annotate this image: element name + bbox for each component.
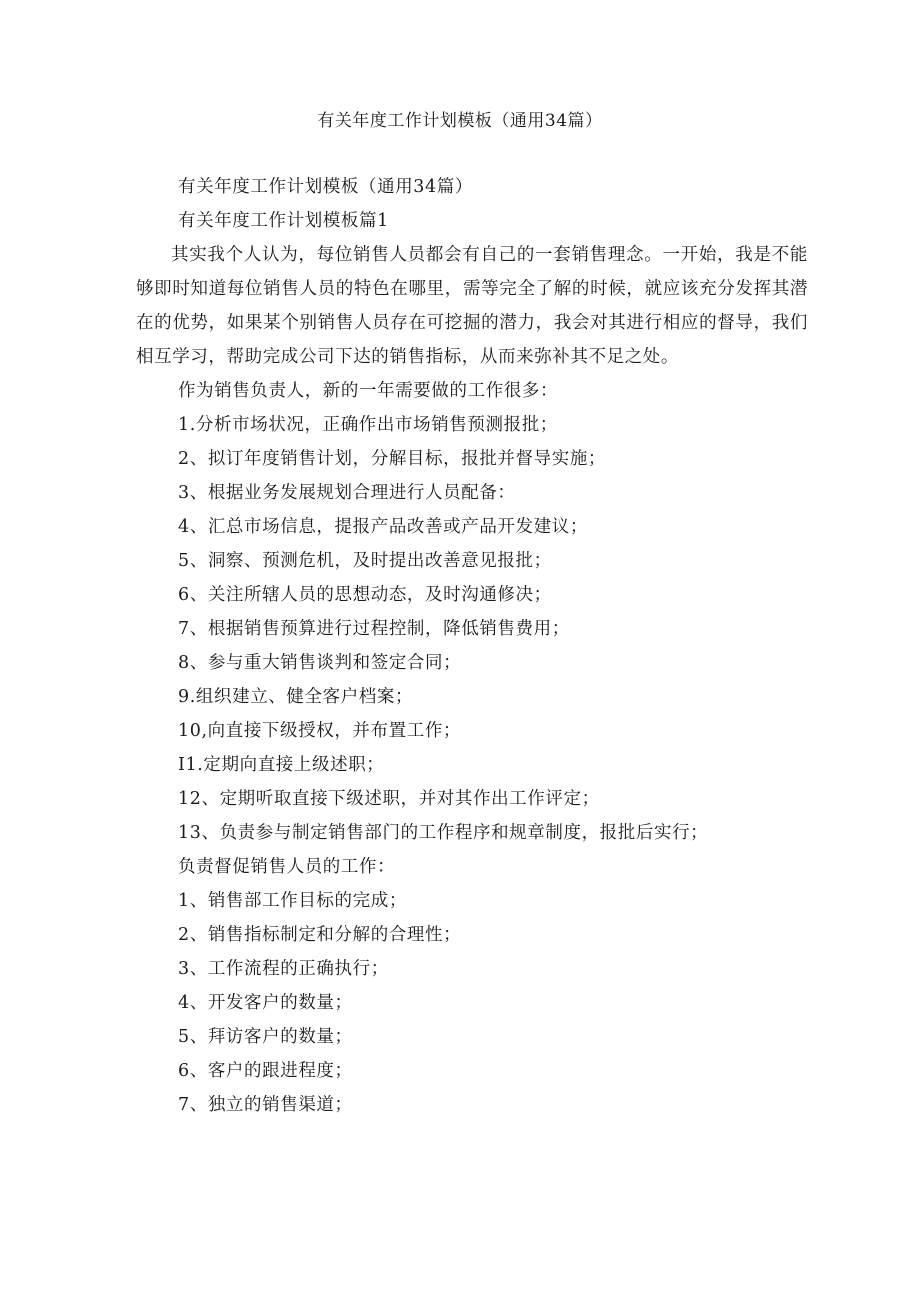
list-item: 3、工作流程的正确执行； <box>178 959 389 979</box>
list-item: 9.组织建立、健全客户档案； <box>178 687 414 707</box>
list-item: 8、参与重大销售谈判和签定合同； <box>178 653 462 673</box>
duties-list <box>136 408 808 850</box>
list-item: 6、关注所辖人员的思想动态，及时沟通修决； <box>178 585 552 605</box>
document-subtitle: 有关年度工作计划模板（通用34篇） <box>178 177 473 197</box>
section-heading: 有关年度工作计划模板篇1 <box>178 211 389 231</box>
supervise-list <box>136 884 808 1122</box>
list-item: 13、负责参与制定销售部门的工作程序和规章制度，报批后实行； <box>178 823 709 843</box>
document-body <box>136 170 808 1122</box>
list-item: I1.定期向直接上级述职； <box>178 755 385 775</box>
list-item: 1.分析市场状况，正确作出市场销售预测报批； <box>178 415 558 435</box>
list-item: 12、定期听取直接下级述职，并对其作出工作评定； <box>178 789 600 809</box>
list-item: 2、销售指标制定和分解的合理性； <box>178 925 462 945</box>
list-item: 5、洞察、预测危机，及时提出改善意见报批； <box>178 551 552 571</box>
list-item: 7、根据销售预算进行过程控制，降低销售费用； <box>178 619 570 639</box>
list-item: 3、根据业务发展规划合理进行人员配备： <box>178 483 516 503</box>
supervise-heading: 负责督促销售人员的工作： <box>178 857 396 877</box>
list-item: 4、汇总市场信息，提报产品改善或产品开发建议； <box>178 517 588 537</box>
list-item: 10,向直接下级授权，并布置工作； <box>178 721 462 741</box>
list-item: 7、独立的销售渠道； <box>178 1095 353 1115</box>
duties-heading: 作为销售负责人，新的一年需要做的工作很多： <box>178 381 559 401</box>
intro-paragraph: 其实我个人认为，每位销售人员都会有自己的一套销售理念。一开始，我是不能够即时知道每位销售人员的特色在哪里，需等完全了解的时候，就应该充分发挥其潜在的优势，如果某个别销售人员存在可挖掘的潜力，我会对其进行相应的督导，我们相互学习，帮助完成公司下达的销售指标，从而来弥补其不足之处。 <box>136 245 808 367</box>
list-item: 4、开发客户的数量； <box>178 993 353 1013</box>
list-item: 6、客户的跟进程度； <box>178 1061 353 1081</box>
page-title: 有关年度工作计划模板（通用34篇） <box>317 111 603 131</box>
list-item: 5、拜访客户的数量； <box>178 1027 353 1047</box>
list-item: 2、拟订年度销售计划，分解目标，报批并督导实施； <box>178 449 607 469</box>
list-item: 1、销售部工作目标的完成； <box>178 891 407 911</box>
